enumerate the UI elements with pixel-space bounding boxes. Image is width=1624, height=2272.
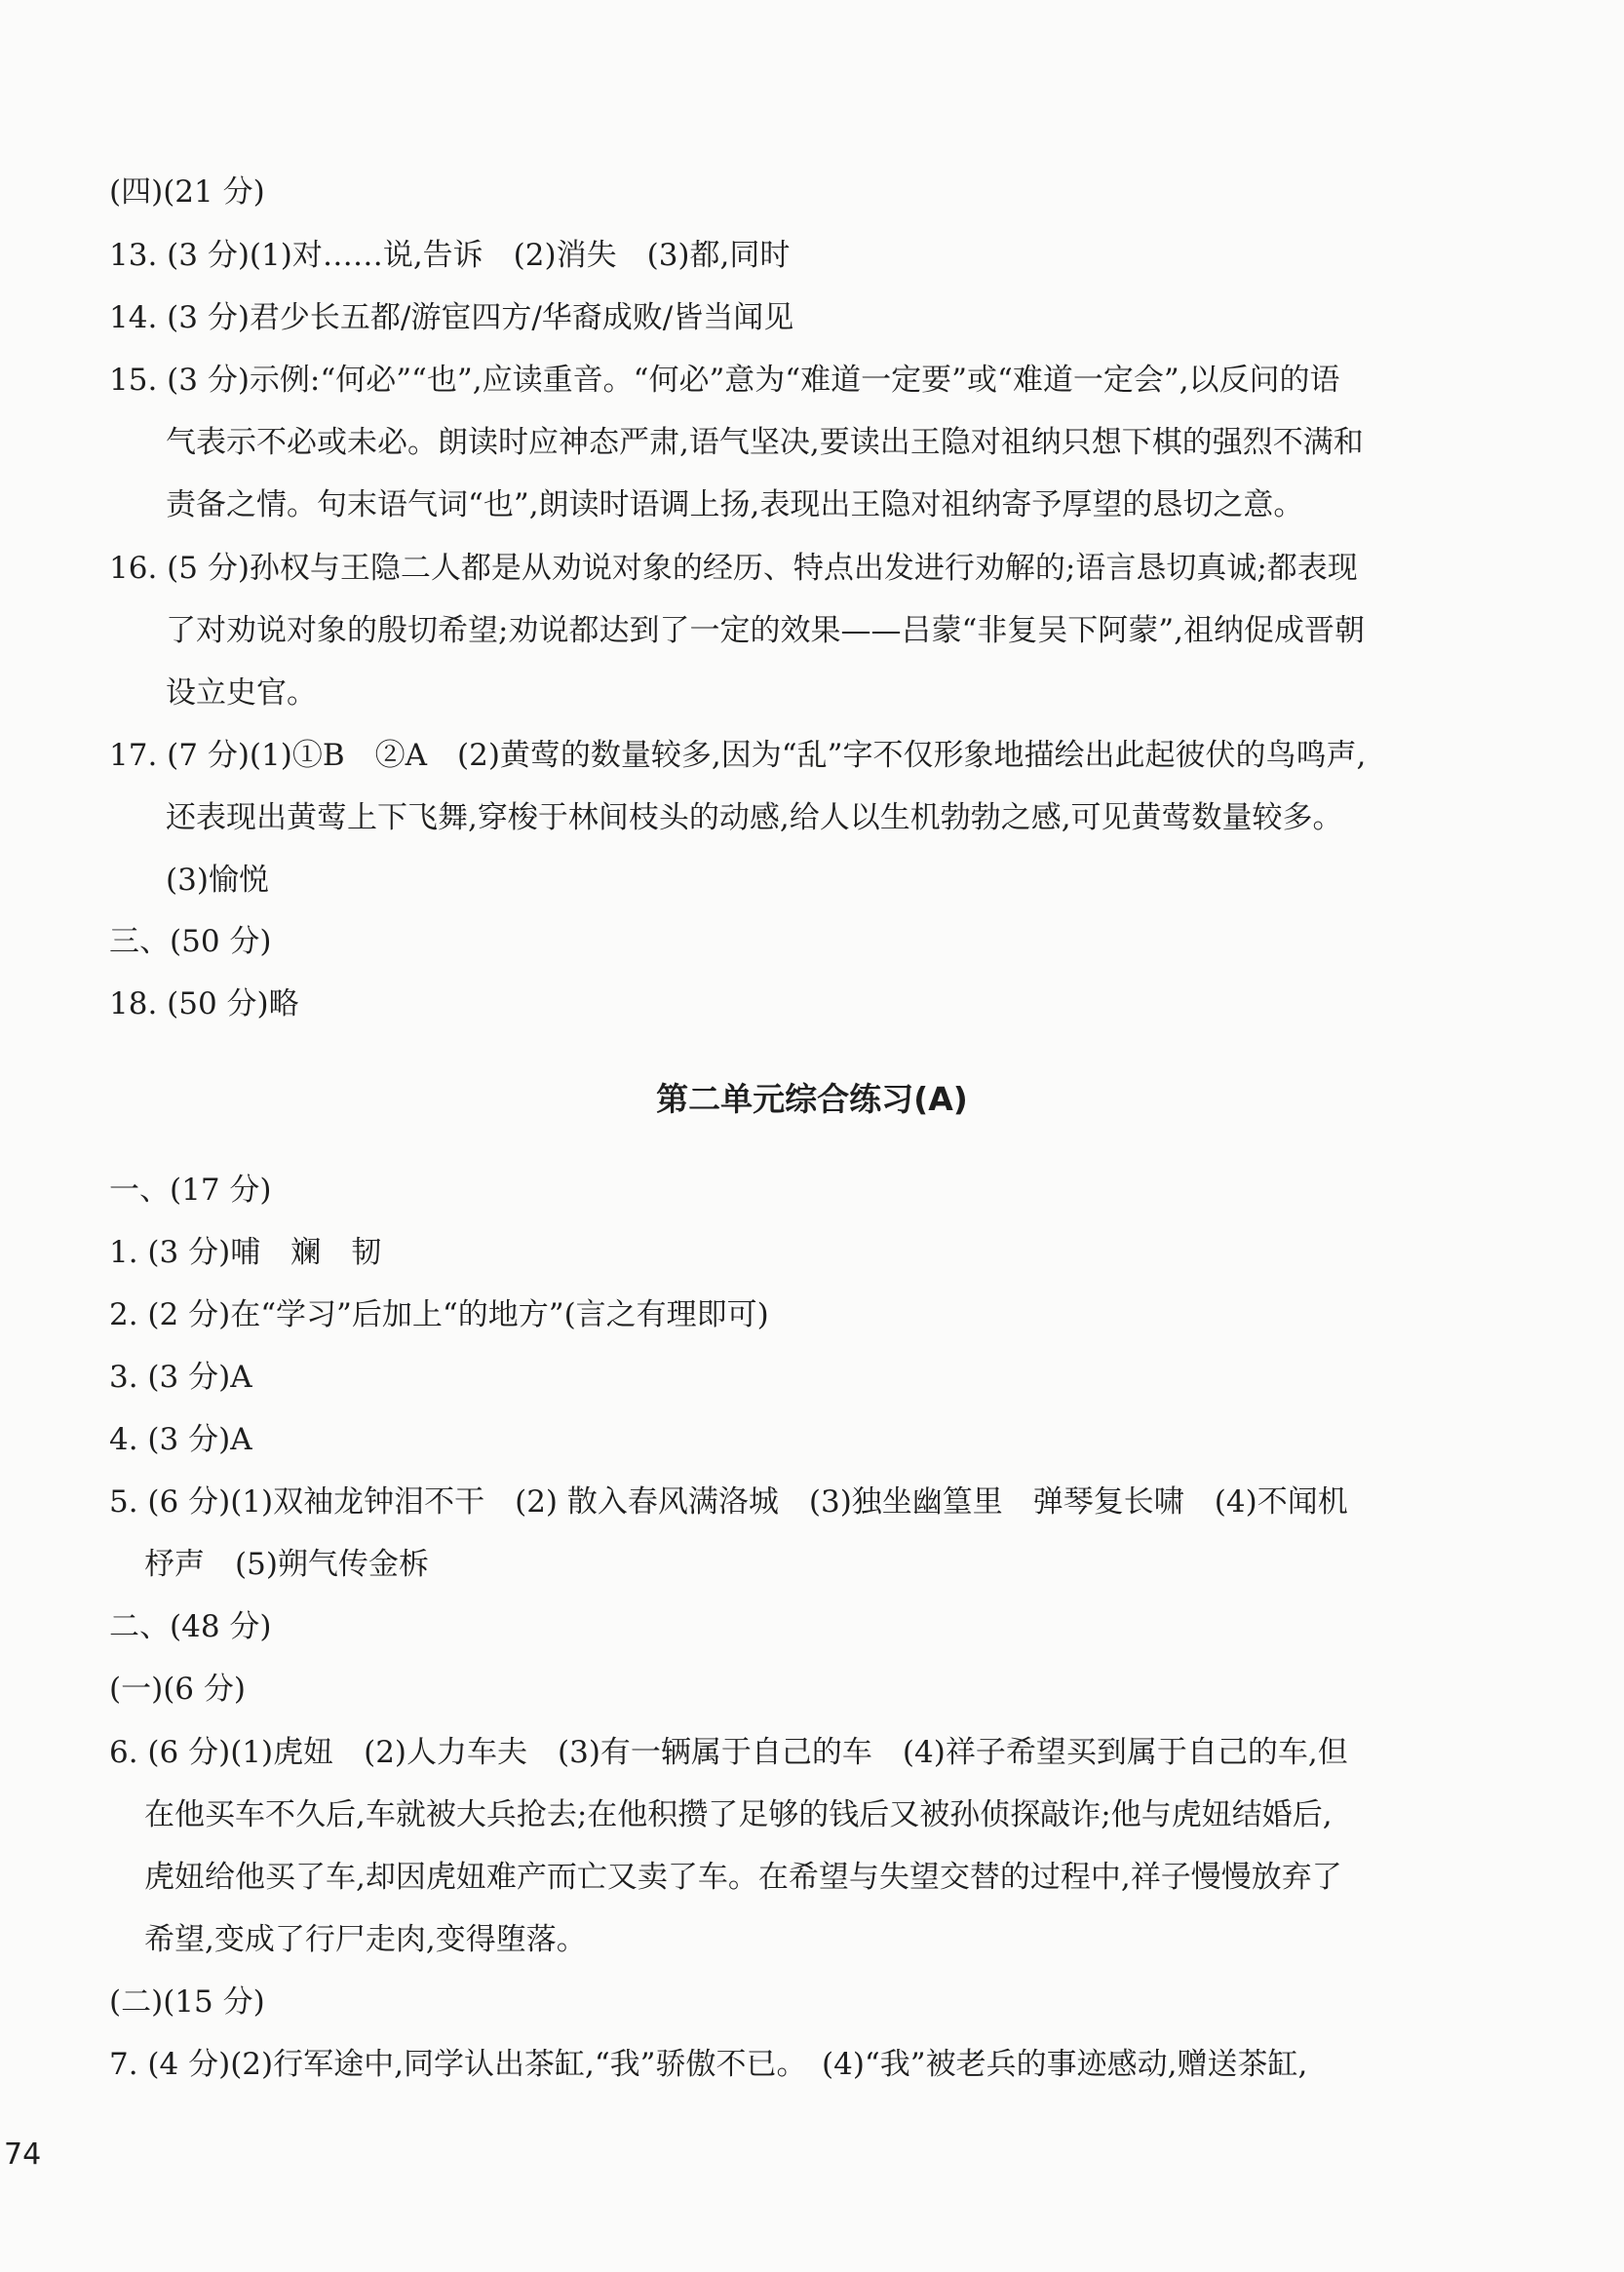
subsection-label-2: (二)(15 分) bbox=[109, 1984, 265, 2020]
page-number: 74 bbox=[4, 2137, 42, 2172]
subsection-label-1: (一)(6 分) bbox=[109, 1672, 246, 1707]
answer-6-cont-1: 在他买车不久后,车就被大兵抢去;在他积攒了足够的钱后又被孙侦探敲诈;他与虎妞结婚后, bbox=[144, 1797, 1333, 1832]
answer-4: 4. (3 分)A bbox=[109, 1422, 252, 1457]
unit-heading: 第二单元综合练习(A) bbox=[656, 1080, 968, 1118]
answer-15-cont-2: 责备之情。句末语气词“也”,朗读时语调上扬,表现出王隐对祖纳寄予厚望的恳切之意。 bbox=[166, 487, 1304, 522]
answer-2: 2. (2 分)在“学习”后加上“的地方”(言之有理即可) bbox=[109, 1297, 769, 1332]
answer-14: 14. (3 分)君少长五都/游宦四方/华裔成败/皆当闻见 bbox=[109, 300, 794, 335]
answer-6: 6. (6 分)(1)虎妞 (2)人力车夫 (3)有一辆属于自己的车 (4)祥子希望买到属于自己的车,但 bbox=[109, 1735, 1348, 1770]
answer-6-cont-2: 虎妞给他买了车,却因虎妞难产而亡又卖了车。在希望与失望交替的过程中,祥子慢慢放弃了 bbox=[144, 1860, 1342, 1895]
answer-17: 17. (7 分)(1)①B ②A (2)黄莺的数量较多,因为“乱”字不仅形象地描绘出此起彼伏的鸟鸣声, bbox=[109, 738, 1367, 773]
answer-13: 13. (3 分)(1)对……说,告诉 (2)消失 (3)都,同时 bbox=[109, 238, 791, 273]
section-label-3: 三、(50 分) bbox=[109, 924, 272, 959]
answer-17-cont-2: (3)愉悦 bbox=[166, 863, 269, 898]
answer-7: 7. (4 分)(2)行军途中,同学认出茶缸,“我”骄傲不已。 (4)“我”被老兵的事迹感动,赠送茶缸, bbox=[109, 2047, 1308, 2082]
section-label-2: 二、(48 分) bbox=[109, 1609, 272, 1644]
answer-16-cont-1: 了对劝说对象的殷切希望;劝说都达到了一定的效果——吕蒙“非复吴下阿蒙”,祖纳促成晋朝 bbox=[166, 613, 1365, 648]
answer-17-cont-1: 还表现出黄莺上下飞舞,穿梭于林间枝头的动感,给人以生机勃勃之感,可见黄莺数量较多。 bbox=[166, 800, 1343, 835]
section-label-4: (四)(21 分) bbox=[109, 174, 265, 210]
answer-16-cont-2: 设立史官。 bbox=[166, 675, 317, 711]
answer-1: 1. (3 分)哺 斓 韧 bbox=[109, 1235, 382, 1270]
answer-6-cont-3: 希望,变成了行尸走肉,变得堕落。 bbox=[144, 1922, 587, 1957]
answer-5: 5. (6 分)(1)双袖龙钟泪不干 (2) 散入春风满洛城 (3)独坐幽篁里 弹琴复长啸 (4)不闻机 bbox=[109, 1484, 1348, 1520]
answer-18: 18. (50 分)略 bbox=[109, 986, 299, 1021]
answer-3: 3. (3 分)A bbox=[109, 1360, 252, 1395]
answer-15-cont-1: 气表示不必或未必。朗读时应神态严肃,语气坚决,要读出王隐对祖纳只想下棋的强烈不满和 bbox=[166, 425, 1364, 460]
answer-15: 15. (3 分)示例:“何必”“也”,应读重音。“何必”意为“难道一定要”或“难道一定会”,以反问的语 bbox=[109, 363, 1340, 398]
section-label-1: 一、(17 分) bbox=[109, 1173, 272, 1208]
answer-5-cont: 杼声 (5)朔气传金柝 bbox=[144, 1547, 429, 1582]
answer-16: 16. (5 分)孙权与王隐二人都是从劝说对象的经历、特点出发进行劝解的;语言恳切真诚;都表现 bbox=[109, 551, 1358, 586]
